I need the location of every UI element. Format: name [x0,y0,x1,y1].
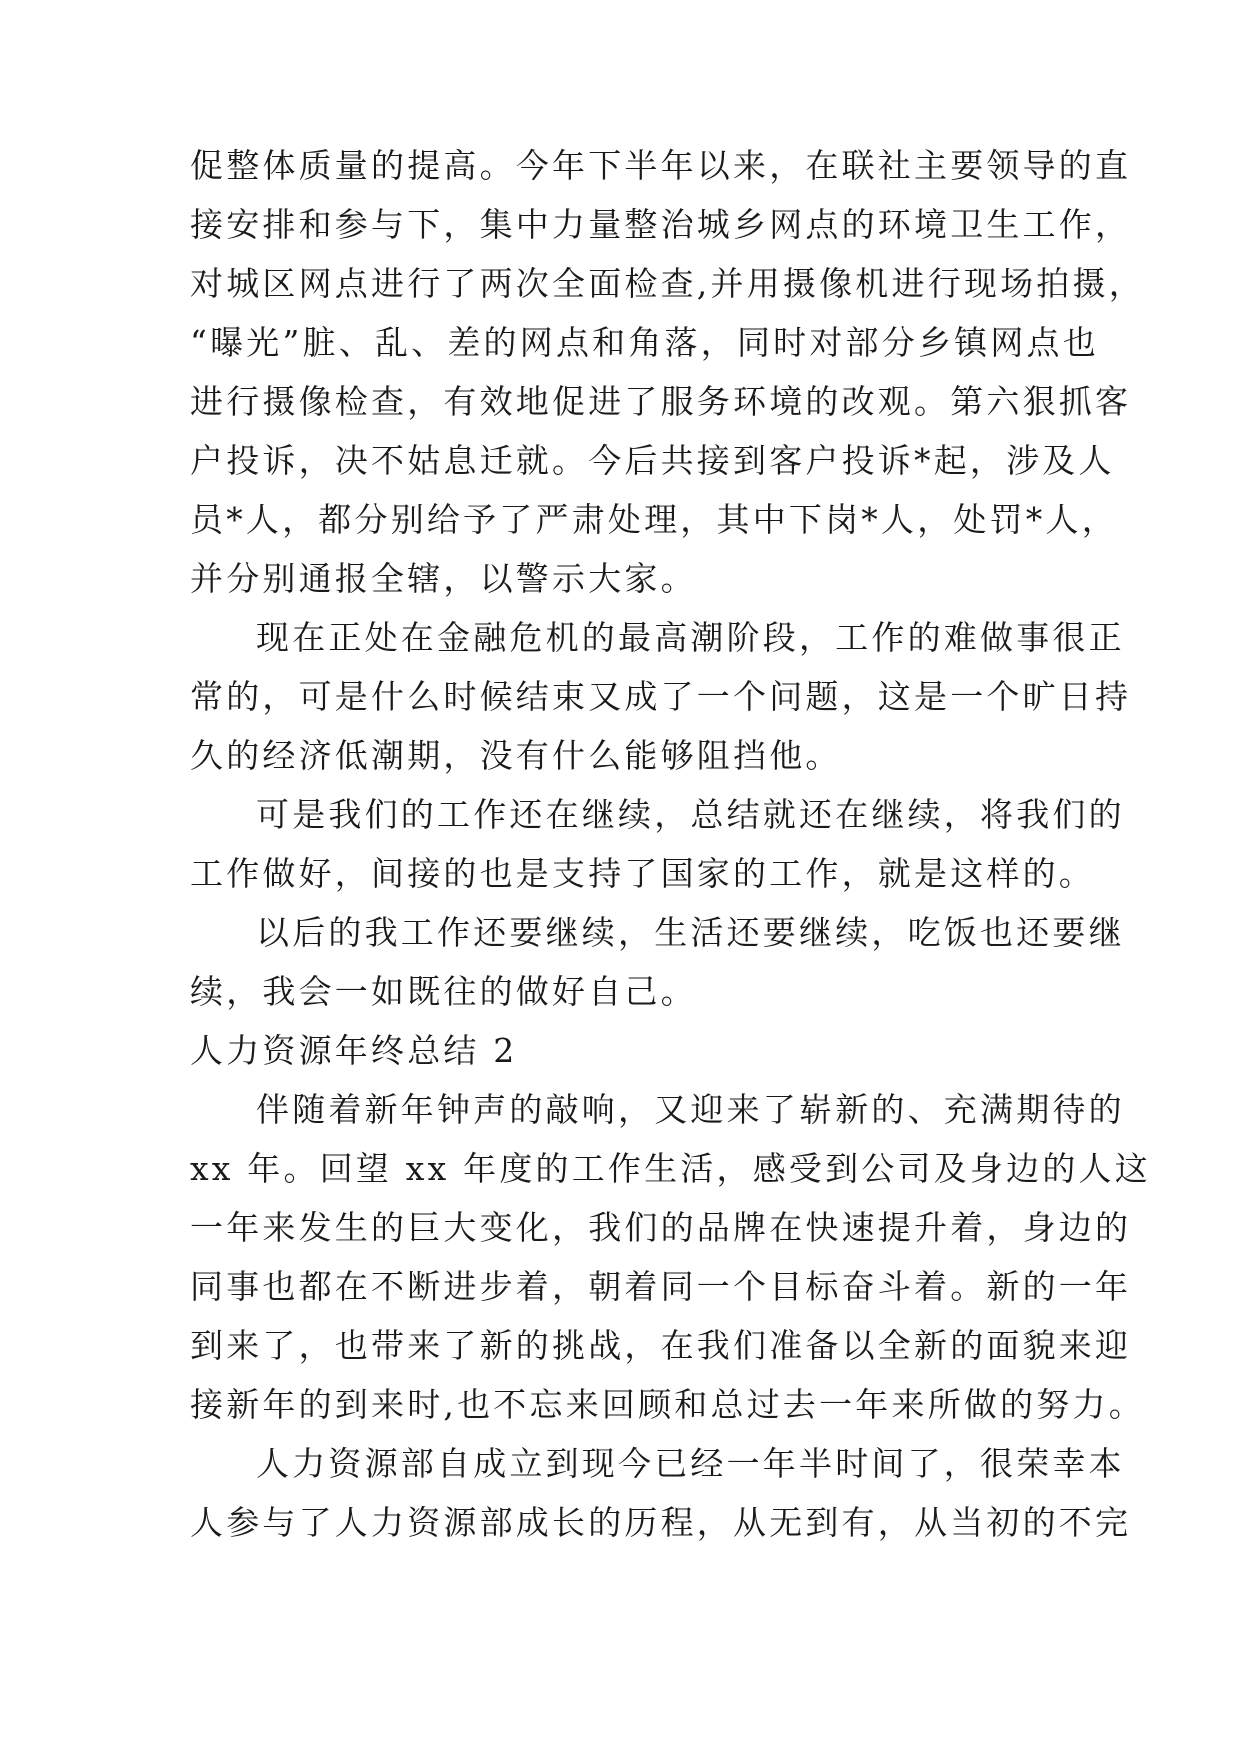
text-line: 工作做好，间接的也是支持了国家的工作，就是这样的。 [190,854,1095,893]
text-line: “曝光”脏、乱、差的网点和角落，同时对部分乡镇网点也 [190,323,1099,362]
text-line: 进行摄像检查，有效地促进了服务环境的改观。第六狠抓客 [190,382,1132,421]
text-line: 一年来发生的巨大变化，我们的品牌在快速提升着，身边的 [190,1208,1132,1247]
paragraph-first-line: 可是我们的工作还在继续，总结就还在继续，将我们的 [256,795,1125,834]
section-heading: 人力资源年终总结 2 [190,1031,518,1070]
text-line: 促整体质量的提高。今年下半年以来，在联社主要领导的直 [190,146,1132,185]
text-line: 对城区网点进行了两次全面检查,并用摄像机进行现场拍摄， [190,264,1145,303]
text-line: 续，我会一如既往的做好自己。 [190,972,697,1011]
paragraph-first-line: 伴随着新年钟声的敲响，又迎来了崭新的、充满期待的 [256,1090,1125,1129]
text-line: 人参与了人力资源部成长的历程，从无到有，从当初的不完 [190,1503,1132,1542]
text-line: 同事也都在不断进步着，朝着同一个目标奋斗着。新的一年 [190,1267,1132,1306]
text-line: 并分别通报全辖，以警示大家。 [190,559,697,598]
text-line: 接安排和参与下，集中力量整治城乡网点的环境卫生工作， [190,205,1132,244]
text-line: 到来了，也带来了新的挑战，在我们准备以全新的面貌来迎 [190,1326,1132,1365]
paragraph-first-line: 现在正处在金融危机的最高潮阶段，工作的难做事很正 [256,618,1125,657]
text-line: 久的经济低潮期，没有什么能够阻挡他。 [190,736,842,775]
text-line: xx 年。回望 xx 年度的工作生活，感受到公司及身边的人这 [190,1149,1151,1188]
paragraph-first-line: 以后的我工作还要继续，生活还要继续，吃饭也还要继 [256,913,1125,952]
text-line: 户投诉，决不姑息迁就。今后共接到客户投诉*起，涉及人 [190,441,1115,480]
text-line: 常的，可是什么时候结束又成了一个问题，这是一个旷日持 [190,677,1132,716]
paragraph-first-line: 人力资源部自成立到现今已经一年半时间了，很荣幸本 [256,1444,1125,1483]
text-line: 接新年的到来时,也不忘来回顾和总过去一年来所做的努力。 [190,1385,1145,1424]
text-line: 员*人，都分别给予了严肃处理，其中下岗*人，处罚*人， [190,500,1118,539]
